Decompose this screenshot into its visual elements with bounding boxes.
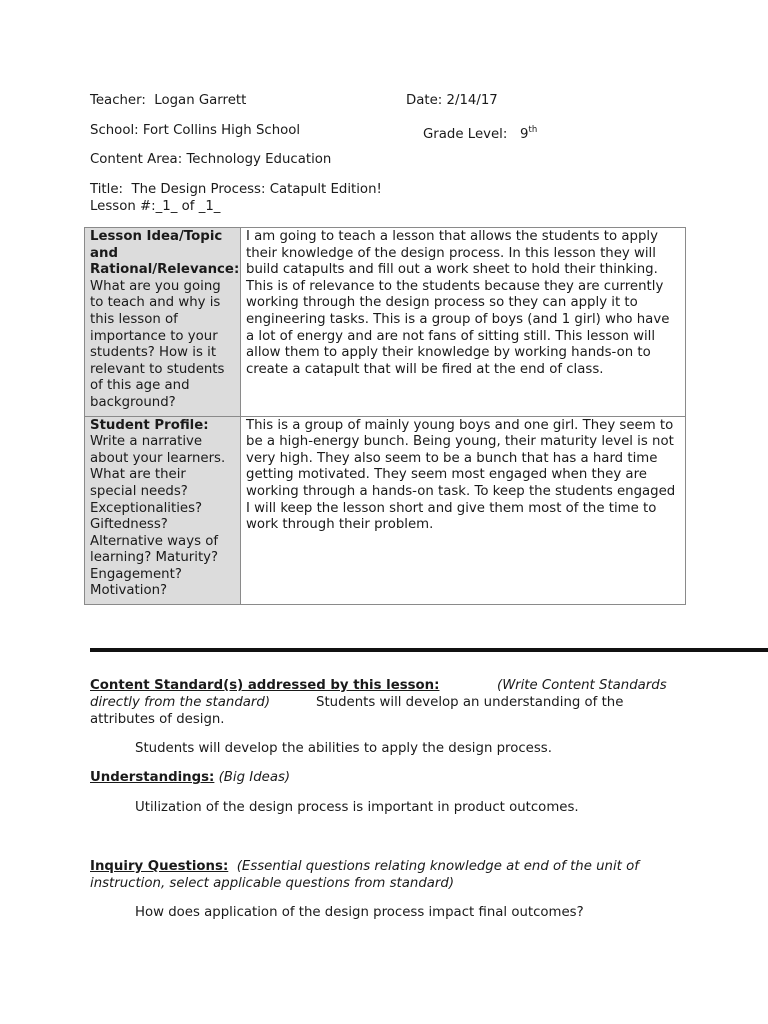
understandings-heading: Understandings: (90, 770, 215, 785)
section-divider (90, 648, 768, 652)
standard-1: Students will develop an understanding of the (316, 695, 624, 710)
school-name: Fort Collins High School (142, 123, 301, 138)
inquiry-text: How does application of the design process impact final outcomes? (135, 905, 584, 920)
table-row (85, 228, 686, 417)
row-label-prompt: What are you going to teach and why is this lesson of importance to your students? How is it relevant to students of this age and background? (90, 278, 225, 410)
content-area-line: Content Area: Technology Education (90, 152, 332, 167)
lesson-number-line: Lesson #:_1_ of _1_ (90, 199, 221, 214)
lesson-date: 2/14/17 (446, 93, 498, 108)
understandings-note: (Big Ideas) (218, 770, 291, 785)
teacher-name: Logan Garrett (154, 93, 247, 108)
grade-level: 9 (520, 127, 529, 142)
inquiry-line (90, 858, 639, 875)
standards-heading-line (90, 677, 439, 694)
inquiry-heading: Inquiry Questions: (90, 859, 229, 874)
lesson-info-table (84, 227, 686, 605)
standards-note-b: directly from the standard) (90, 695, 271, 710)
row-label-heading: Lesson Idea/Topic and Rational/Relevance: (90, 229, 240, 278)
row-text-cell: I am going to teach a lesson that allows the students to apply their knowledge of the design process. In this lesson they will build catapults and fill out a work sheet to hold their thinking. This is of relevance to the students because they are currently working through the design process so they can apply it to engineering tasks. This is a group of boys (and 1 girl) who have a lot of energy and are not fans of sitting still. This lesson will allow them to apply their knowledge by working hands-on to create a catapult that will be fired at the end of class. (241, 228, 686, 417)
row-text-cell: This is a group of mainly young boys and one girl. They seem to be a high-energy bunch. Being young, their maturity level is not very high. They also seem to be a bunch that has a hard time getting motivated. They seem most engaged when they are working through a hands-on task. To keep the students engaged I will keep the lesson short and give them most of the time to work through their problem. (241, 416, 686, 605)
teacher-line: Teacher: Logan Garrett (90, 93, 247, 108)
lesson-total: _1_ (198, 199, 221, 214)
row-label-cell (85, 416, 241, 605)
grade-suffix: th (528, 125, 538, 135)
date-line: Date: 2/14/17 (406, 93, 498, 108)
understandings-line (90, 769, 290, 786)
standards-heading: Content Standard(s) addressed by this lesson: (90, 678, 440, 693)
row-label-prompt: Write a narrative about your learners. What are their special needs? Exceptionalities? Giftedness? Alternative ways of learning? Maturity? Engagement? Motivation? (90, 434, 226, 599)
content-area: Technology Education (186, 152, 332, 167)
row-label-heading: Student Profile: (90, 417, 209, 433)
standard-2: Students will develop the abilities to apply the design process. (135, 741, 552, 756)
understandings-text: Utilization of the design process is important in product outcomes. (135, 800, 579, 815)
lesson-number: _1_ (155, 199, 178, 214)
inquiry-note-a: (Essential questions relating knowledge at end of the unit of (236, 859, 639, 874)
grade-line: Grade Level: 9th (423, 125, 538, 142)
school-line: School: Fort Collins High School (90, 123, 301, 138)
standards-note-a: (Write Content Standards (497, 678, 667, 693)
title-line: Title: The Design Process: Catapult Edition! (90, 182, 382, 197)
row-label-cell (85, 228, 241, 417)
inquiry-note-b: instruction, select applicable questions from standard) (90, 876, 455, 891)
standard-1-continued: attributes of design. (90, 712, 225, 727)
table-row (85, 416, 686, 605)
lesson-title: The Design Process: Catapult Edition! (131, 182, 382, 197)
